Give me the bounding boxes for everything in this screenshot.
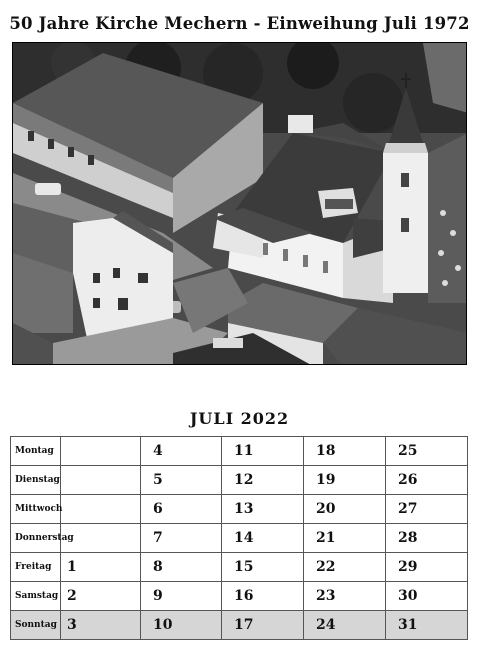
calendar-row-montag — [11, 437, 468, 466]
calendar-row-donnerstag — [11, 524, 468, 553]
calendar-cell: 11 — [222, 437, 304, 466]
weekday-label: Mittwoch — [11, 495, 61, 524]
calendar-cell: 22 — [304, 553, 386, 582]
calendar-cell: 3 — [61, 611, 141, 640]
calendar-cell: 23 — [304, 582, 386, 611]
calendar-cell: 5 — [141, 466, 222, 495]
calendar-row-freitag — [11, 553, 468, 582]
calendar-cell: 1 — [61, 553, 141, 582]
calendar-cell: 24 — [304, 611, 386, 640]
calendar-cell: 14 — [222, 524, 304, 553]
calendar-cell: 8 — [141, 553, 222, 582]
calendar-cell — [61, 437, 141, 466]
calendar-cell — [61, 466, 141, 495]
calendar-table — [10, 436, 468, 640]
calendar-cell: 26 — [386, 466, 468, 495]
calendar-cell: 15 — [222, 553, 304, 582]
calendar-row-samstag — [11, 582, 468, 611]
calendar-cell: 29 — [386, 553, 468, 582]
calendar-cell: 7 — [141, 524, 222, 553]
calendar-cell: 18 — [304, 437, 386, 466]
calendar-row-dienstag — [11, 466, 468, 495]
calendar-cell: 12 — [222, 466, 304, 495]
calendar-cell: 17 — [222, 611, 304, 640]
calendar-cell: 19 — [304, 466, 386, 495]
weekday-label: Montag — [11, 437, 61, 466]
calendar-cell: 9 — [141, 582, 222, 611]
calendar-cell: 20 — [304, 495, 386, 524]
calendar-month-heading: JULI 2022 — [189, 409, 290, 428]
calendar-cell: 4 — [141, 437, 222, 466]
weekday-label: Dienstag — [11, 466, 61, 495]
calendar-cell: 30 — [386, 582, 468, 611]
weekday-label: Sonntag — [11, 611, 61, 640]
calendar-cell: 27 — [386, 495, 468, 524]
calendar-cell: 2 — [61, 582, 141, 611]
calendar-cell: 21 — [304, 524, 386, 553]
calendar-cell: 25 — [386, 437, 468, 466]
weekday-label: Donnerstag — [11, 524, 61, 553]
calendar-cell — [61, 495, 141, 524]
calendar-cell: 16 — [222, 582, 304, 611]
calendar-row-sonntag — [11, 611, 468, 640]
page-title: 50 Jahre Kirche Mechern - Einweihung Juli 1972 — [9, 14, 470, 33]
weekday-label: Freitag — [11, 553, 61, 582]
calendar-cell: 31 — [386, 611, 468, 640]
church-aerial-photo — [12, 42, 467, 365]
weekday-label: Samstag — [11, 582, 61, 611]
calendar-cell: 28 — [386, 524, 468, 553]
calendar-row-mittwoch — [11, 495, 468, 524]
calendar-cell: 6 — [141, 495, 222, 524]
calendar-cell: 10 — [141, 611, 222, 640]
calendar-cell: 13 — [222, 495, 304, 524]
